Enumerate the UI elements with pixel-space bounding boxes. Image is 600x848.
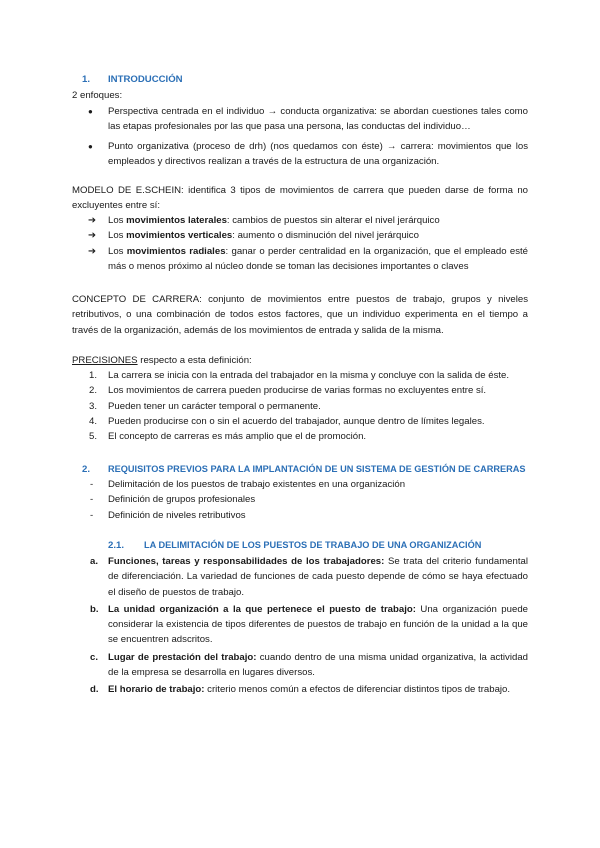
section-2-1-title: LA DELIMITACIÓN DE LOS PUESTOS DE TRABAJO DE UNA ORGANIZACIÓN — [144, 540, 482, 550]
movimientos-verticales-term: movimientos verticales — [126, 230, 233, 242]
list-item: 4. Pueden producirse con o sin el acuerdo del trabajador, aunque dentro de límites legales. — [89, 415, 485, 427]
concepto-carrera-paragraph: CONCEPTO DE CARRERA: conjunto de movimientos entre puestos de trabajo, grupos y niveles retributivos, o una combinación de todos estos factores, que un individuo experimenta en el tiempo a través de la organización, además de los movimientos de entrada y salida de la misma. — [72, 294, 528, 336]
list-item: ➔ Los movimientos verticales: aumento o disminución del nivel jerárquico — [72, 228, 528, 243]
requisitos-list — [72, 477, 528, 523]
list-item: - Definición de niveles retributivos — [72, 508, 528, 523]
list-item: - Definición de grupos profesionales — [72, 492, 528, 507]
dash-bullet: - — [90, 509, 94, 521]
precisiones-heading: PRECISIONES respecto a esta definición: — [72, 355, 252, 366]
enfoque-item-1: Perspectiva centrada en el individuo → conducta organizativa: se abordan cuestiones tales como las etapas profesionales por las que pasa una persona, las conductas del individuo… — [108, 106, 528, 133]
enfoque-item-2: Punto organizativa (proceso de drh) (nos quedamos con éste) → carrera: movimientos que los empleados y directivos realizan a través de la estructura de una organización. — [108, 140, 528, 167]
delimitacion-list — [72, 554, 528, 698]
dash-bullet: - — [90, 494, 94, 506]
bullet-icon: ● — [88, 141, 93, 151]
list-item: b. La unidad organización a la que pertenece el puesto de trabajo: Una organización puede considerar la existencia de tipos diferentes de puestos de trabajo en función de la unidad a la que se encuentren adscritos. — [90, 603, 528, 646]
section-2-1-number: 2.1. — [108, 540, 125, 551]
list-item: 3. Pueden tener un carácter temporal o permanente. — [89, 400, 321, 412]
list-item: - Delimitación de los puestos de trabajo existentes en una organización — [72, 477, 528, 492]
movimientos-laterales-term: movimientos laterales — [126, 215, 227, 226]
section-2-number: 2. — [82, 464, 91, 475]
bullet-icon: ● — [88, 107, 93, 116]
list-item — [72, 139, 528, 170]
precisiones-list — [72, 368, 528, 444]
list-item: d. El horario de trabajo: criterio menos común a efectos de diferenciar distintos tipos de trabajo. — [90, 684, 511, 696]
list-item — [72, 104, 528, 135]
enfoques-label: 2 enfoques: — [72, 90, 123, 101]
section-2-title: REQUISITOS PREVIOS PARA LA IMPLANTACIÓN DE UN SISTEMA DE GESTIÓN DE CARRERAS — [108, 464, 526, 474]
list-item: a. Funciones, tareas y responsabilidades de los trabajadores: Se trata del criterio fundamental de diferenciación. La variedad de funciones de cada puesto depende de cómo se haya efectuado el diseño de puestos de trabajo. — [90, 556, 528, 598]
list-item: c. Lugar de prestación del trabajo: cuando dentro de una misma unidad organizativa, la actividad de la empresa se desarrolla en lugares diversos. — [90, 651, 528, 679]
arrow-right-icon: ➔ — [88, 245, 97, 257]
list-item: 5. El concepto de carreras es más amplio que el de promoción. — [89, 431, 367, 443]
list-item: 2. Los movimientos de carrera pueden producirse de varias formas no excluyentes entre sí. — [89, 385, 487, 397]
dash-bullet: - — [90, 479, 94, 490]
arrow-right-icon: ➔ — [88, 215, 97, 226]
modelo-list — [72, 213, 528, 274]
precisiones-label: PRECISIONES — [72, 355, 138, 366]
list-item: 1. La carrera se inicia con la entrada del trabajador en la misma y concluye con la salida de éste. — [89, 370, 510, 381]
enfoques-list — [72, 104, 528, 169]
list-item: ➔ Los movimientos radiales: ganar o perder centralidad en la organización, que el empleado esté más o menos próximo al núcleo donde se toman las decisiones importantes o claves — [88, 245, 528, 272]
arrow-right-icon: ➔ — [88, 230, 97, 242]
list-item: ➔ Los movimientos laterales: cambios de puestos sin alterar el nivel jerárquico — [72, 213, 528, 228]
modelo-intro: MODELO DE E.SCHEIN: identifica 3 tipos de movimientos de carrera que pueden darse de forma no excluyentes entre sí: — [72, 185, 528, 212]
section-1-title: INTRODUCCIÓN — [108, 74, 183, 85]
section-1-number: 1. — [82, 74, 91, 85]
movimientos-radiales-term: movimientos radiales — [126, 245, 226, 257]
